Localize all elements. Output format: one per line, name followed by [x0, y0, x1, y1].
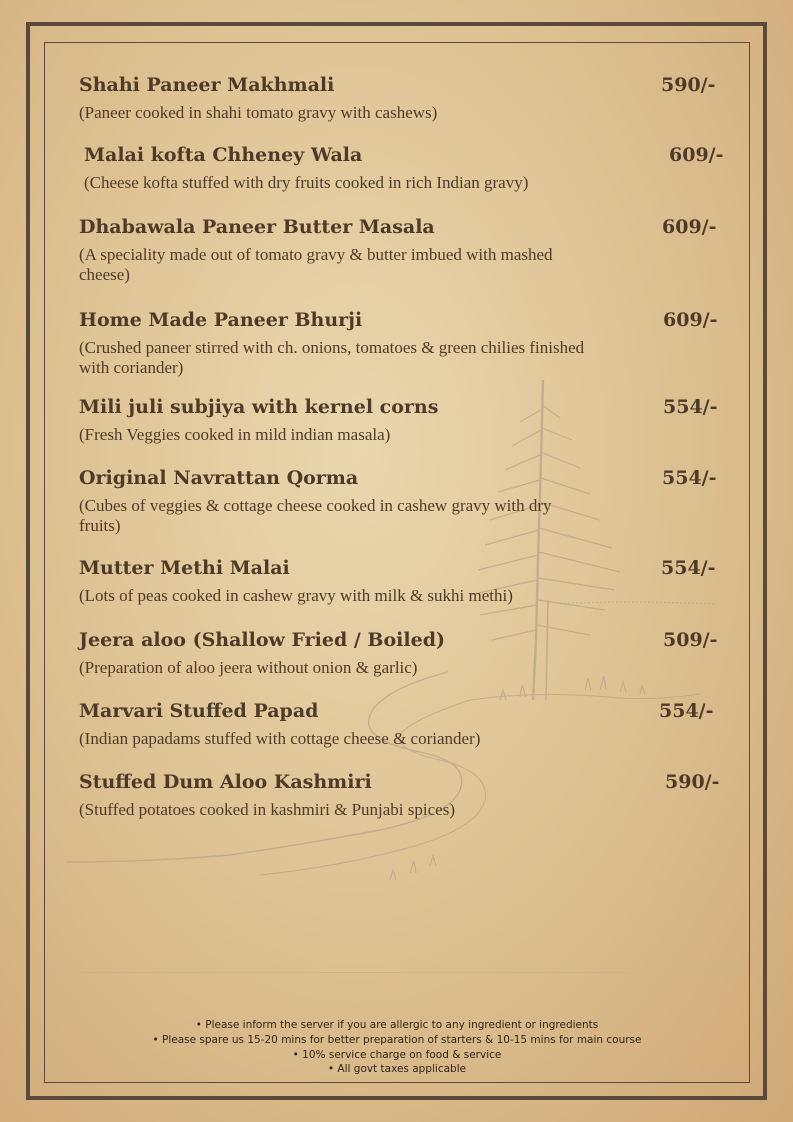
item-description: (Paneer cooked in shahi tomato gravy with cashews)	[79, 103, 438, 122]
item-price: 554/-	[659, 700, 714, 722]
item-name: Original Navrattan Qorma	[79, 467, 359, 489]
footer-notes	[46, 1018, 748, 1077]
item-description: (Crushed paneer stirred with ch. onions, tomatoes & green chilies finished with coriander)	[79, 338, 585, 377]
footer-note: • Please spare us 15-20 mins for better preparation of starters & 10-15 mins for main course	[152, 1033, 642, 1046]
item-price: 509/-	[663, 629, 718, 651]
item-name: Marvari Stuffed Papad	[79, 700, 319, 722]
item-description: (Lots of peas cooked in cashew gravy with milk & sukhi methi)	[79, 586, 513, 605]
item-price: 554/-	[661, 557, 716, 579]
item-name: Dhabawala Paneer Butter Masala	[79, 216, 435, 238]
item-name: Jeera aloo (Shallow Fried / Boiled)	[79, 629, 445, 651]
item-description: (Stuffed potatoes cooked in kashmiri & Punjabi spices)	[79, 800, 455, 819]
item-price: 609/-	[663, 309, 718, 331]
item-price: 609/-	[662, 216, 717, 238]
footer-note: • Please inform the server if you are allergic to any ingredient or ingredients	[195, 1019, 599, 1031]
item-price: 590/-	[661, 74, 716, 96]
item-name: Stuffed Dum Aloo Kashmiri	[79, 771, 372, 793]
item-name: Home Made Paneer Bhurji	[79, 309, 363, 331]
item-price: 554/-	[662, 467, 717, 489]
footer-divider	[46, 972, 748, 973]
footer-note: • 10% service charge on food & service	[292, 1048, 502, 1061]
footer-note: • All govt taxes applicable	[327, 1063, 467, 1076]
item-description: (Indian papadams stuffed with cottage cheese & coriander)	[79, 729, 481, 748]
item-description: (Cubes of veggies & cottage cheese cooked in cashew gravy with dry fruits)	[79, 496, 552, 535]
item-name: Mutter Methi Malai	[79, 557, 290, 579]
item-description: (Cheese kofta stuffed with dry fruits cooked in rich Indian gravy)	[84, 173, 529, 192]
item-name: Mili juli subjiya with kernel corns	[79, 396, 439, 418]
item-price: 590/-	[665, 771, 720, 793]
item-name: Malai kofta Chheney Wala	[84, 144, 363, 166]
item-price: 609/-	[669, 144, 724, 166]
item-description: (A speciality made out of tomato gravy & butter imbued with mashed cheese)	[79, 245, 553, 284]
item-price: 554/-	[663, 396, 718, 418]
item-description: (Preparation of aloo jeera without onion & garlic)	[79, 658, 418, 677]
item-name: Shahi Paneer Makhmali	[79, 74, 335, 96]
item-description: (Fresh Veggies cooked in mild indian masala)	[79, 425, 391, 444]
